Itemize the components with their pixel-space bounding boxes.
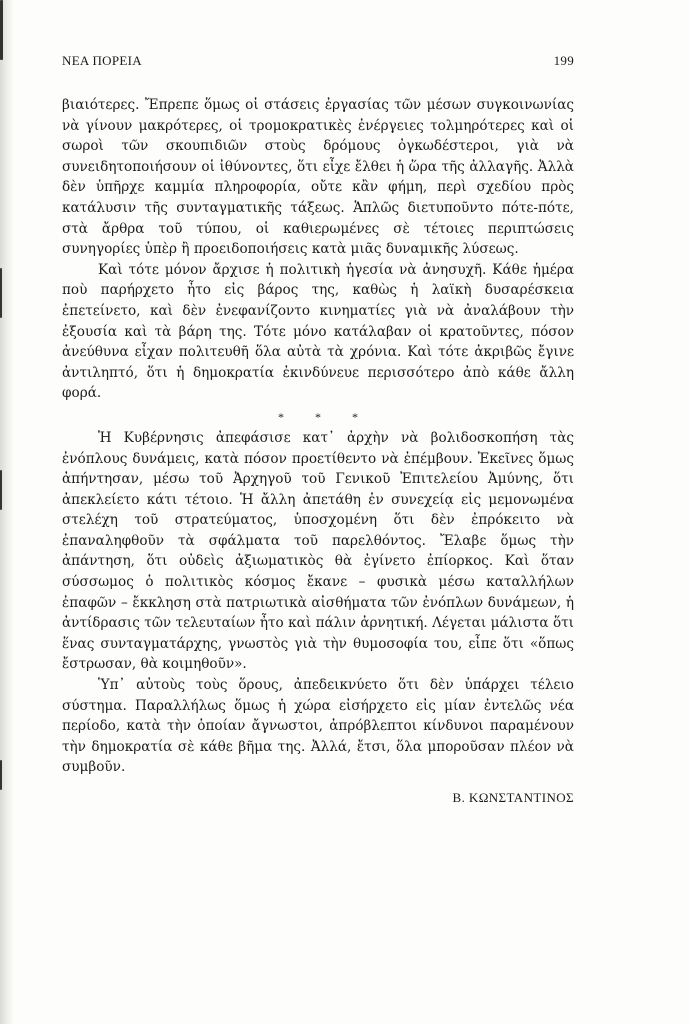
paragraph: Καὶ τότε μόνον ἄρχισε ἡ πολιτικὴ ἡγεσία νὰ ἀνησυχῆ. Κάθε ἡμέρα ποὺ παρήρχετο ἦτο εἰς βάρος της, καθὼς ἡ λαϊκὴ δυσαρέσκεια ἐπετείνετο, καὶ δὲν ἐνεφανίζοντο κινηματίες γιὰ νὰ ἀναλάβουν τὴν ἐξουσία καὶ τὰ βάρη της. Τότε μόνο κατάλαβαν οἱ κρατοῦντες, πόσον ἀνεύθυνα εἶχαν πολιτευθῆ ὅλα αὐτὰ τὰ χρόνια. Καὶ τότε ἀκριβῶς ἔγινε ἀντιληπτό, ὅτι ἡ δημοκρατία ἐκινδύνευε περισσότερο ἀπὸ κάθε ἄλλη φορά. [62, 261, 574, 402]
binding-edge-mark [0, 470, 2, 510]
section-separator: * * * [278, 409, 372, 424]
author-signature: Β. ΚΩΝΣΤΑΝΤΙΝΟΣ [452, 790, 574, 805]
paragraph: Ἡ Κυβέρνησις ἀπεφάσισε κατ᾽ ἀρχὴν νὰ βολιδοσκοπήση τὰς ἐνόπλους δυνάμεις, κατὰ πόσον προετίθεντο νὰ ἐπέμβουν. Ἐκεῖνες ὅμως ἀπήντησαν, μέσω τοῦ Ἀρχηγοῦ τοῦ Γενικοῦ Ἐπιτελείου Ἀμύνης, ὅτι ἀπεκλείετο κάτι τέτοιο. Ἡ ἄλλη ἀπετάθη ἐν συνεχείᾳ εἰς μεμονωμένα στελέχη τοῦ στρατεύματος, ὑποσχομένη ὅτι δὲν ἐπρόκειτο νὰ ἐπαναληφθοῦν τὰ σφάλματα τοῦ παρελθόντος. Ἔλαβε ὅμως τὴν ἀπάντηση, ὅτι οὐδεὶς ἀξιωματικὸς θὰ ἐγίνετο ἐπίορκος. Καὶ ὅταν σύσσωμος ὁ πολιτικὸς κόσμος ἔκανε – φυσικὰ μέσω καταλλήλων ἐπαφῶν – ἔκκληση στὰ πατριωτικὰ αἰσθήματα τῶν ἐνόπλων δυνάμεων, ἡ ἀντίδρασις τῶν τελευταίων ἦτο καὶ πάλιν ἀρνητική. Λέγεται μάλιστα ὅτι ἕνας συνταγματάρχης, γνωστὸς γιὰ τὴν θυμοσοφία του, εἶπε ὅτι «ὅπως ἔστρωσαν, θὰ κοιμηθοῦν». [62, 429, 574, 673]
binding-edge-mark [0, 0, 3, 60]
binding-edge-mark [0, 268, 2, 318]
article-body [62, 95, 574, 809]
page-binding-shadow [0, 0, 14, 1024]
page-number: 199 [553, 53, 574, 68]
running-head [62, 53, 574, 73]
paragraph: Ὑπ᾽ αὐτοὺς τοὺς ὅρους, ἀπεδεικνύετο ὅτι δὲν ὑπάρχει τέλειο σύστημα. Παραλλήλως ὅμως ἡ χώρα εἰσήρχετο εἰς μίαν ἐντελῶς νέα περίοδο, κατὰ τὴν ὁποίαν ἄγνωστοι, ἀπρόβλεπτοι κίνδυνοι παραμένουν τὴν δημοκρατία σὲ κάθε βῆμα της. Ἀλλά, ἔτσι, ὅλα μποροῦσαν πλέον νὰ συμβοῦν. [62, 677, 574, 776]
paragraph: βιαιότερες. Ἔπρεπε ὅμως οἱ στάσεις ἐργασίας τῶν μέσων συγκοινωνίας νὰ γίνουν μακρότερες, οἱ τρομοκρατικὲς ἐνέργειες τολμηρότερες καὶ οἱ σωροὶ τῶν σκουπιδιῶν στοὺς δρόμους ὀγκωδέστεροι, γιὰ νὰ συνειδητοποιήσουν οἱ ἰθύνοντες, ὅτι εἶχε ἔλθει ἡ ὥρα τῆς ἀλλαγῆς. Ἀλλὰ δὲν ὑπῆρχε καμμία πληροφορία, οὔτε κἂν φήμη, περὶ σχεδίου πρὸς κατάλυσιν τῆς συνταγματικῆς τάξεως. Ἁπλῶς διετυποῦντο πότε-πότε, στὰ ἄρθρα τοῦ τύπου, οἱ καθιερωμένες σὲ τέτοιες περιπτώσεις συνηγορίες ὑπὲρ ἢ προειδοποιήσεις κατὰ μιᾶς δυναμικῆς λύσεως. [62, 97, 574, 258]
running-title: ΝΕΑ ΠΟΡΕΙΑ [62, 53, 142, 68]
binding-edge-mark [0, 760, 2, 790]
